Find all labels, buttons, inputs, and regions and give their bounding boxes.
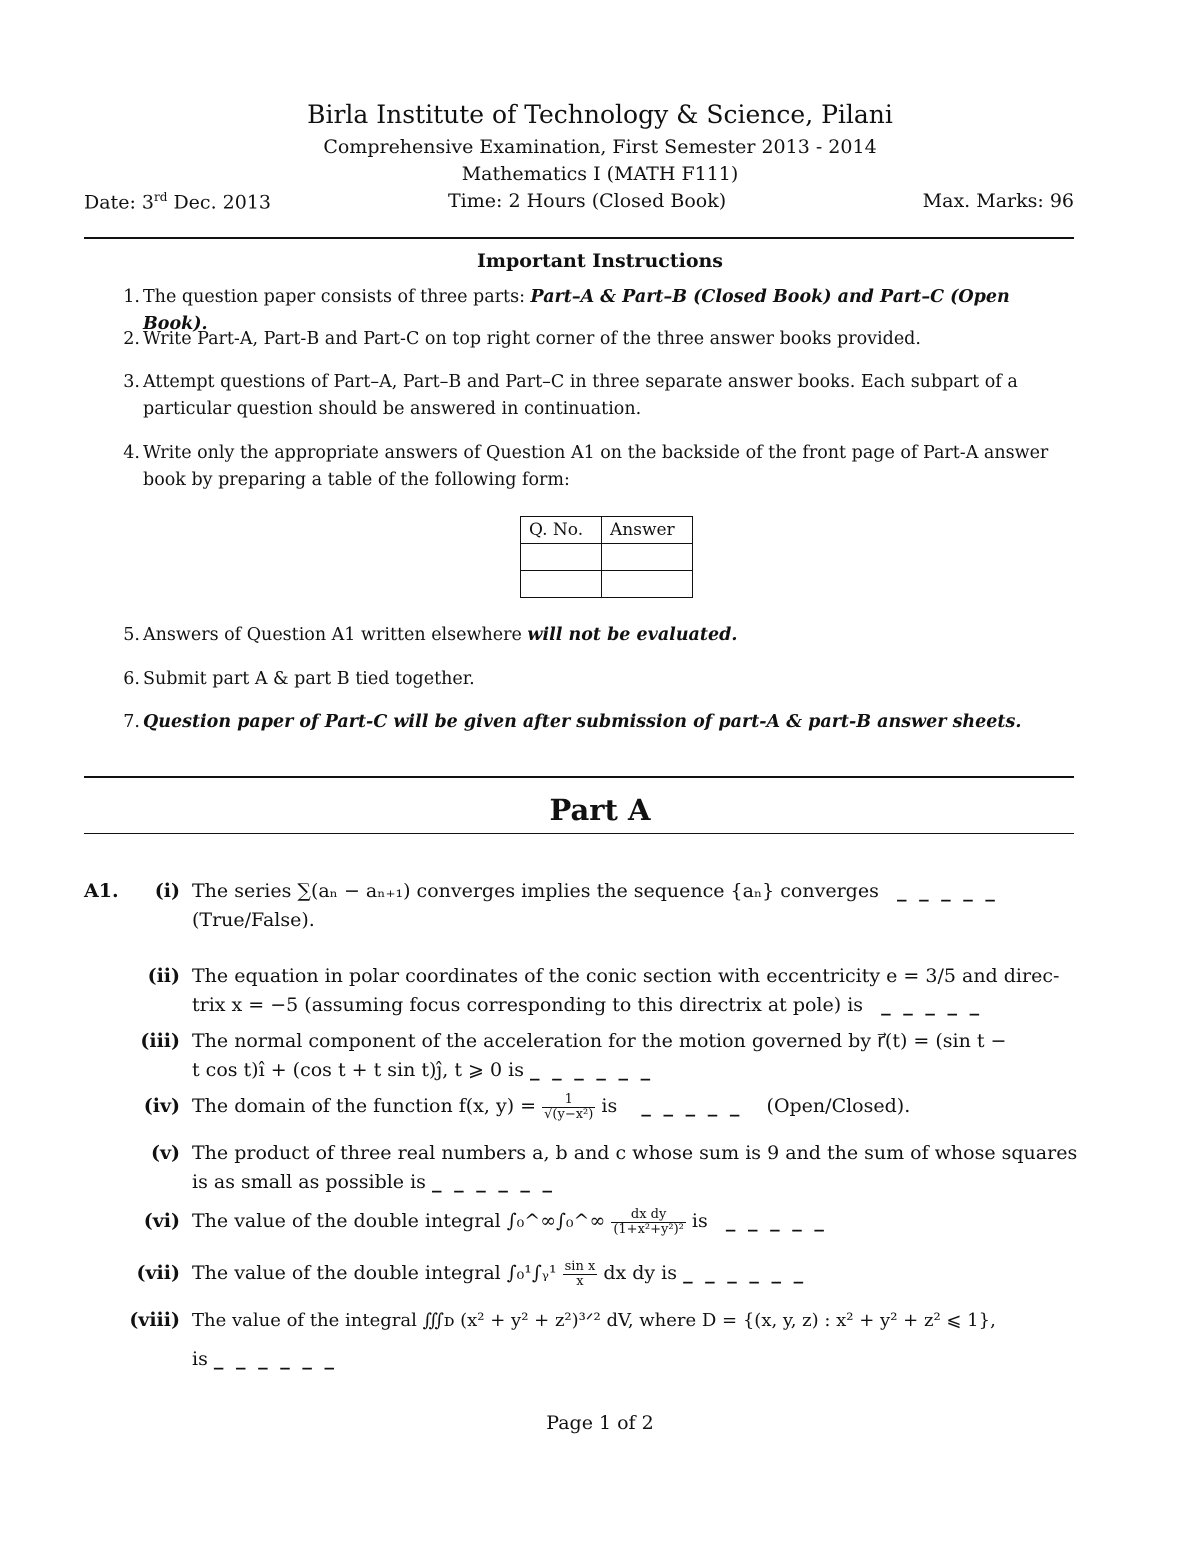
instruction-1: 1. The question paper consists of three parts: Part–A & Part–B (Closed Book) and Part–C (Open Book). xyxy=(123,287,1010,334)
instructions-heading: Important Instructions xyxy=(477,250,723,272)
institute-title: Birla Institute of Technology & Science, Pilani xyxy=(307,100,893,129)
table-row xyxy=(521,571,693,598)
course-title: Mathematics I (MATH F111) xyxy=(461,163,739,185)
exam-title: Comprehensive Examination, First Semester 2013 - 2014 xyxy=(323,136,877,158)
subpart-vi: (vi) The value of the double integral ∫₀^∞∫₀^∞ $\frac{\text{dx dy}}{\text{(1+x²+y²)²}}$ is _ _ _ _ _ xyxy=(143,1206,827,1237)
page-footer: Page 1 of 2 xyxy=(546,1412,654,1434)
answer-format-table xyxy=(520,516,693,598)
table-header-answer: Answer xyxy=(602,517,693,544)
instruction-4: 4. Write only the appropriate answers of Question A1 on the backside of the front page of Part-A answer book by preparing a table of the following form: xyxy=(123,443,1049,490)
subpart-ii: (ii) The equation in polar coordinates of the conic section with eccentricity e = 3/5 and direc- trix x = −5 (assuming focus corresponding to this directrix at pole) is _ _ _ _ _ xyxy=(147,965,1060,1016)
exam-date: Date: 3rd Dec. 2013 xyxy=(84,190,271,214)
question-label-a1: A1. xyxy=(84,880,119,902)
exam-time: Time: 2 Hours (Closed Book) xyxy=(448,190,727,212)
table-row xyxy=(521,544,693,571)
instruction-6: 6. Submit part A & part B tied together. xyxy=(123,669,475,689)
table-header-qno: Q. No. xyxy=(521,517,602,544)
header-rule xyxy=(84,237,1074,239)
subpart-iii: (iii) The normal component of the acceleration for the motion governed by r⃗(t) = (sin t − t cos t)î + (cos t + t sin t)ĵ, t ⩾ 0 is _ _ _ _ _ _ xyxy=(140,1030,1007,1081)
subpart-iv: (iv) The domain of the function f(x, y) = $\frac{1}{\text{√(y−x²)}}$ is _ _ _ _ _ (Open/Closed). xyxy=(143,1091,911,1122)
instruction-7: 7. Question paper of Part-C will be given after submission of part-A & part-B answer sheets. xyxy=(123,712,1022,732)
subpart-v: (v) The product of three real numbers a, b and c whose sum is 9 and the sum of whose squares is as small as possible is _ _ _ _ _ _ xyxy=(150,1142,1078,1193)
instruction-5: 5. Answers of Question A1 written elsewhere will not be evaluated. xyxy=(123,625,738,645)
instruction-2: 2. Write Part-A, Part-B and Part-C on top right corner of the three answer books provided. xyxy=(123,329,921,349)
section-rule-top xyxy=(84,776,1074,778)
max-marks: Max. Marks: 96 xyxy=(922,190,1074,212)
subpart-viii: (viii) The value of the integral ∭ᴅ (x² + y² + z²)³ᐟ² dV, where D = {(x, y, z) : x² + y² + z² ⩽ 1}, is _ _ _ _ _ _ xyxy=(129,1309,996,1370)
subpart-vii: (vii) The value of the double integral ∫₀¹∫ᵧ¹ $\frac{\text{sin x}}{x}$ dx dy is _ _ _ _ _ _ xyxy=(136,1258,807,1289)
instruction-3: 3. Attempt questions of Part–A, Part–B and Part–C in three separate answer books. Each subpart of a particular question should be answered in continuation. xyxy=(123,372,1018,419)
section-rule-bottom xyxy=(84,833,1074,834)
subpart-i: (i) The series ∑(aₙ − aₙ₊₁) converges implies the sequence {aₙ} converges _ _ _ _ _ (True/False). xyxy=(154,880,998,931)
part-a-title: Part A xyxy=(549,793,651,827)
